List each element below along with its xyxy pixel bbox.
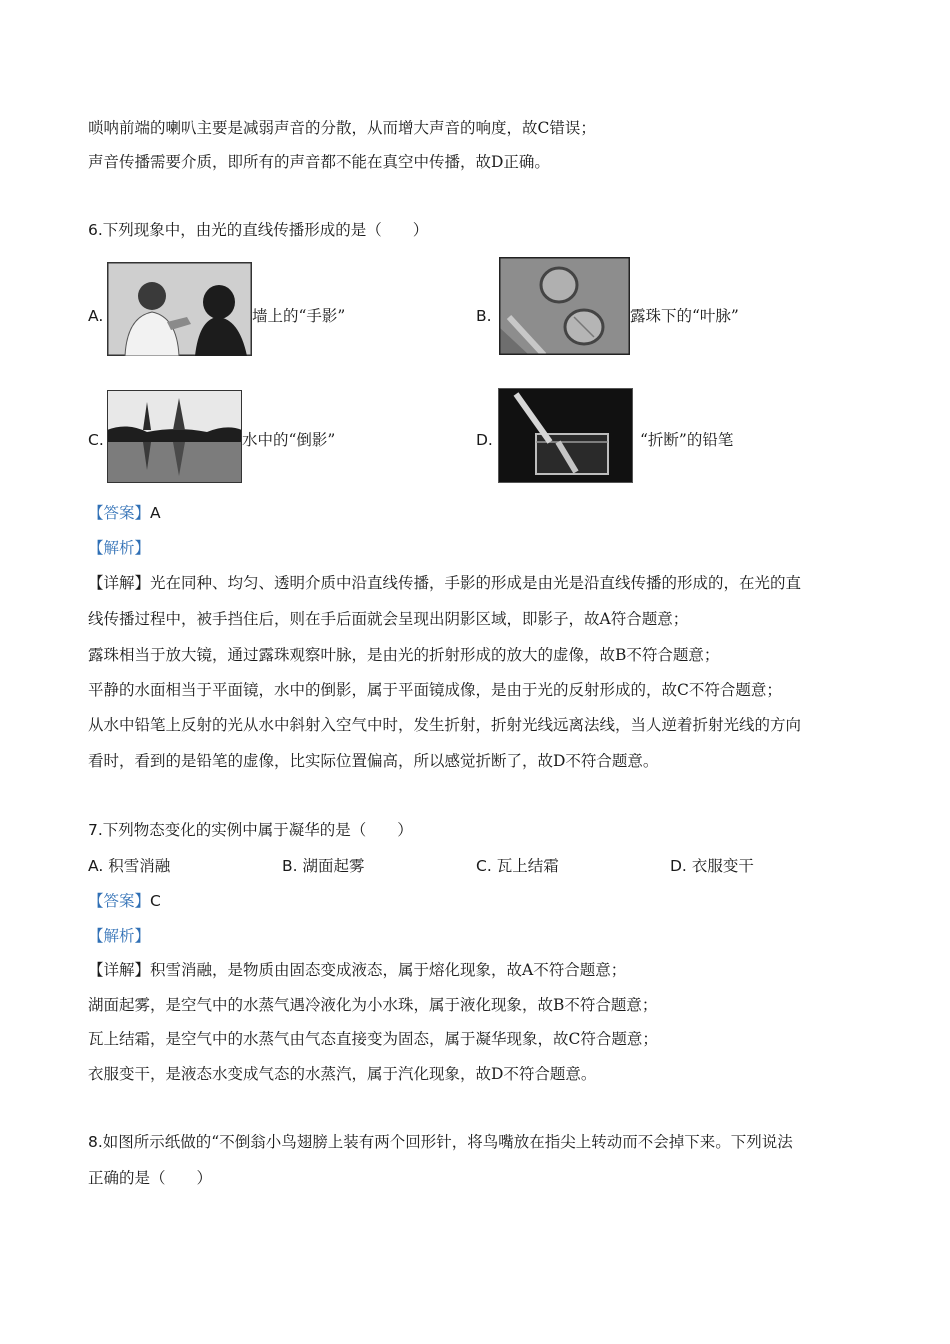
q5-explanation-line-2: 声音传播需要介质，即所有的声音都不能在真空中传播，故D正确。 — [88, 153, 550, 171]
q7-option-d — [670, 856, 754, 876]
q7-detail-line-4: 衣服变干，是液态水变成气态的水蒸汽，属于汽化现象，故D不符合题意。 — [88, 1065, 597, 1083]
q8-stem-line-1 — [88, 1132, 793, 1152]
q6-answer-tag: 【答案】 — [88, 504, 151, 522]
q7-detail-line-1 — [88, 960, 626, 980]
q6-detail-line-3: 露珠相当于放大镜，通过露珠观察叶脉，是由光的折射形成的放大的虚像，故B不符合题意； — [88, 646, 720, 664]
q7-answer-tag: 【答案】 — [88, 892, 151, 910]
q6-answer — [88, 503, 161, 523]
q7-stem-text: 下列物态变化的实例中属于凝华的是（ ） — [102, 821, 413, 839]
q7-stem — [88, 820, 413, 840]
q8-stem-text-1: 如图所示纸做的“不倒翁小鸟翅膀上装有两个回形针，将鸟嘴放在指尖上转动而不会掉下来。下列说法 — [102, 1133, 793, 1151]
q6-number: 6. — [88, 221, 103, 239]
q7-answer — [88, 891, 161, 911]
q6-option-c-letter: C. — [88, 431, 104, 449]
q6-detail-line-6: 看时，看到的是铅笔的虚像，比实际位置偏高，所以感觉折断了，故D不符合题意。 — [88, 752, 659, 770]
q6-option-d-letter: D. — [476, 431, 493, 449]
q7-option-b — [282, 856, 365, 876]
q7-option-c-text: 瓦上结霜 — [496, 857, 559, 875]
hand-shadow-photo — [107, 262, 252, 356]
q7-detail-line-2: 湖面起雾，是空气中的水蒸气遇冷液化为小水珠，属于液化现象，故B不符合题意； — [88, 996, 658, 1014]
q7-option-d-text: 衣服变干 — [691, 857, 754, 875]
q7-option-d-letter: D. — [670, 857, 687, 875]
q7-number: 7. — [88, 821, 103, 839]
q7-analysis-tag: 【解析】 — [88, 927, 151, 945]
q6-detail-line-2: 线传播过程中，被手挡住后，则在手后面就会呈现出阴影区域，即影子，故A符合题意； — [88, 610, 689, 628]
q6-option-a-text: 墙上的“手影” — [252, 307, 346, 325]
q7-detail-tag: 【详解】 — [88, 961, 151, 979]
q5-explanation-line-1: 唢呐前端的喇叭主要是减弱声音的分散，从而增大声音的响度，故C错误； — [88, 119, 596, 137]
q8-number: 8. — [88, 1133, 103, 1151]
q6-answer-value: A — [150, 504, 161, 522]
q6-stem — [88, 220, 428, 240]
q6-stem-text: 下列现象中，由光的直线传播形成的是（ ） — [102, 221, 429, 239]
q7-option-b-text: 湖面起雾 — [302, 857, 365, 875]
bent-pencil-photo — [498, 388, 633, 483]
q6-option-b-text: 露珠下的“叶脉” — [630, 307, 739, 325]
q7-option-a-text: 积雪消融 — [108, 857, 171, 875]
q6-detail-line-1 — [88, 573, 801, 593]
q7-option-c — [476, 856, 559, 876]
q7-detail-text-1: 积雪消融，是物质由固态变成液态，属于熔化现象，故A不符合题意； — [150, 961, 627, 979]
q6-detail-text-1: 光在同种、均匀、透明介质中沿直线传播，手影的形成是由光是沿直线传播的形成的，在光的直 — [150, 574, 802, 592]
q6-analysis-tag: 【解析】 — [88, 539, 151, 557]
q6-detail-line-4: 平静的水面相当于平面镜，水中的倒影，属于平面镜成像，是由于光的反射形成的，故C不符合题意； — [88, 681, 782, 699]
q6-detail-line-5: 从水中铅笔上反射的光从水中斜射入空气中时，发生折射，折射光线远离法线，当人逆着折射光线的方向 — [88, 716, 802, 734]
q6-option-b-letter: B. — [476, 307, 492, 325]
pagoda-reflection-photo — [107, 390, 242, 483]
q6-option-c-text: 水中的“倒影” — [242, 431, 336, 449]
q7-option-a — [88, 856, 170, 876]
q7-detail-line-3: 瓦上结霜，是空气中的水蒸气由气态直接变为固态，属于凝华现象，故C符合题意； — [88, 1030, 658, 1048]
q7-answer-value: C — [150, 892, 161, 910]
q7-option-c-letter: C. — [476, 857, 492, 875]
dewdrop-leaf-photo — [499, 257, 630, 355]
q6-option-d-text: “折断”的铅笔 — [640, 431, 734, 449]
q6-option-a-letter: A. — [88, 307, 104, 325]
q7-option-b-letter: B. — [282, 857, 298, 875]
q6-detail-tag: 【详解】 — [88, 574, 151, 592]
q7-option-a-letter: A. — [88, 857, 104, 875]
q8-stem-line-2: 正确的是（ ） — [88, 1169, 213, 1187]
